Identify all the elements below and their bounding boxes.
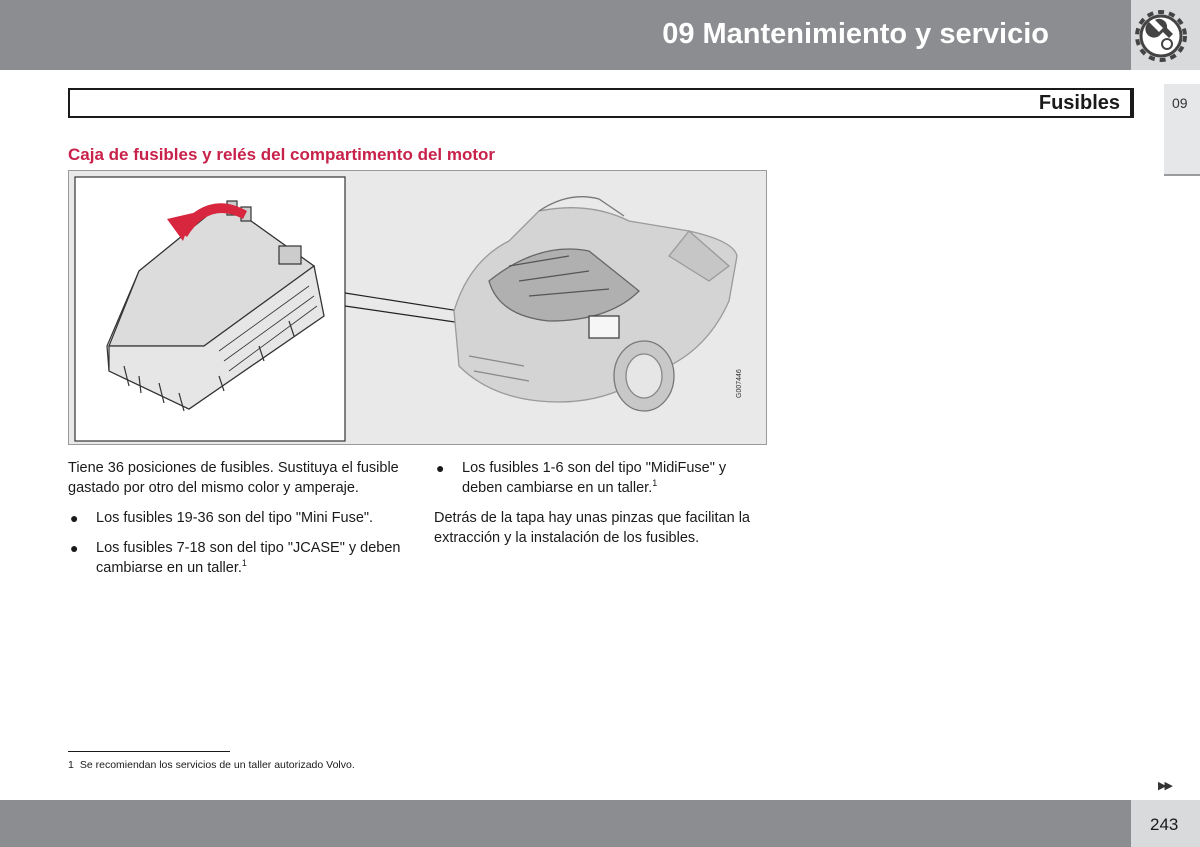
chapter-side-tab bbox=[1164, 84, 1200, 176]
subheading: Caja de fusibles y relés del compartimento del motor bbox=[68, 145, 496, 164]
footnote-number: 1 bbox=[68, 759, 74, 771]
list-item bbox=[68, 508, 408, 528]
footnote-text: Se recomiendan los servicios de un taller autorizado Volvo. bbox=[79, 759, 355, 771]
wrench-gear-icon bbox=[1131, 0, 1200, 70]
footnote-ref: 1 bbox=[241, 558, 247, 569]
bullet-icon: ● bbox=[70, 540, 79, 556]
chapter-icon-box bbox=[1131, 0, 1200, 70]
section-title: Fusibles bbox=[1038, 92, 1120, 114]
list-item bbox=[434, 458, 769, 498]
car-drawing bbox=[454, 197, 737, 411]
bullet-text: Los fusibles 1-6 son del tipo "MidiFuse" y deben cambiarse en un taller. bbox=[462, 460, 727, 496]
footnote bbox=[68, 759, 355, 771]
bullet-text: Los fusibles 19-36 son del tipo "Mini Fuse". bbox=[96, 510, 374, 526]
left-column bbox=[68, 458, 408, 588]
figure-code: G007446 bbox=[736, 369, 743, 398]
footer-bar bbox=[0, 800, 1131, 847]
bullet-icon: ● bbox=[436, 460, 445, 476]
list-item bbox=[68, 538, 408, 578]
bullet-text: Los fusibles 7-18 son del tipo "JCASE" y deben cambiarse en un taller. bbox=[96, 540, 401, 576]
page-number: 243 bbox=[1150, 815, 1179, 834]
side-tab-label: 09 bbox=[1172, 95, 1188, 111]
fusebox-figure bbox=[68, 170, 767, 445]
clips-paragraph: Detrás de la tapa hay unas pinzas que facilitan la extracción y la instalación de los fusibles. bbox=[434, 510, 750, 546]
double-arrow-right-icon[interactable]: ▶▶ bbox=[1158, 780, 1171, 792]
chapter-header-bar bbox=[0, 0, 1131, 70]
fusebox-illustration bbox=[69, 171, 766, 444]
chapter-title: 09 Mantenimiento y servicio bbox=[662, 18, 1049, 50]
right-bullet-list bbox=[434, 458, 769, 498]
right-column bbox=[434, 458, 769, 558]
left-bullet-list bbox=[68, 508, 408, 578]
footnote-ref: 1 bbox=[652, 478, 658, 489]
bullet-icon: ● bbox=[70, 510, 79, 526]
section-header-box bbox=[68, 88, 1134, 118]
footnote-rule bbox=[68, 751, 230, 752]
intro-paragraph: Tiene 36 posiciones de fusibles. Sustituya el fusible gastado por otro del mismo color y amperaje. bbox=[68, 460, 399, 496]
page-number-box bbox=[1131, 800, 1200, 847]
